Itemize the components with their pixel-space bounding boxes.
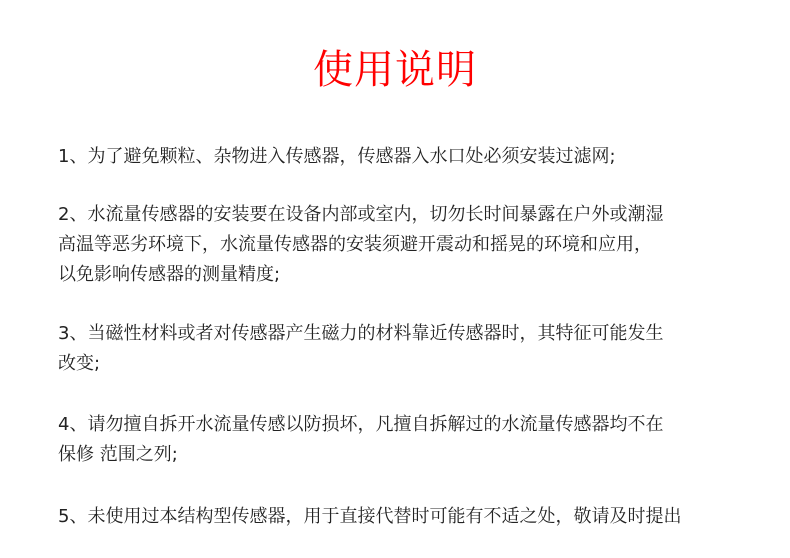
instruction-item-3 [58,319,758,379]
instruction-line: 5、未使用过本结构型传感器，用于直接代替时可能有不适之处，敬请及时提出 [58,506,682,527]
instruction-line: 4、请勿擅自拆开水流量传感以防损坏，凡擅自拆解过的水流量传感器均不在 [58,414,664,435]
instruction-line: 高温等恶劣环境下，水流量传感器的安装须避开震动和摇晃的环境和应用， [58,234,652,255]
instruction-item-2 [58,200,758,290]
instruction-line: 3、当磁性材料或者对传感器产生磁力的材料靠近传感器时，其特征可能发生 [58,323,664,344]
page-title: 使用说明 [313,47,477,93]
instruction-line: 改变; [58,353,101,374]
instruction-item-1 [58,142,758,172]
instruction-item-5 [58,502,758,532]
instruction-line: 以免影响传感器的测量精度; [58,264,281,285]
instruction-line: 1、为了避免颗粒、杂物进入传感器，传感器入水口处必须安装过滤网; [58,146,616,167]
instruction-line: 保修 范围之列; [58,444,178,465]
instruction-item-4 [58,410,758,470]
instruction-line: 2、水流量传感器的安装要在设备内部或室内，切勿长时间暴露在户外或潮湿 [58,204,664,225]
